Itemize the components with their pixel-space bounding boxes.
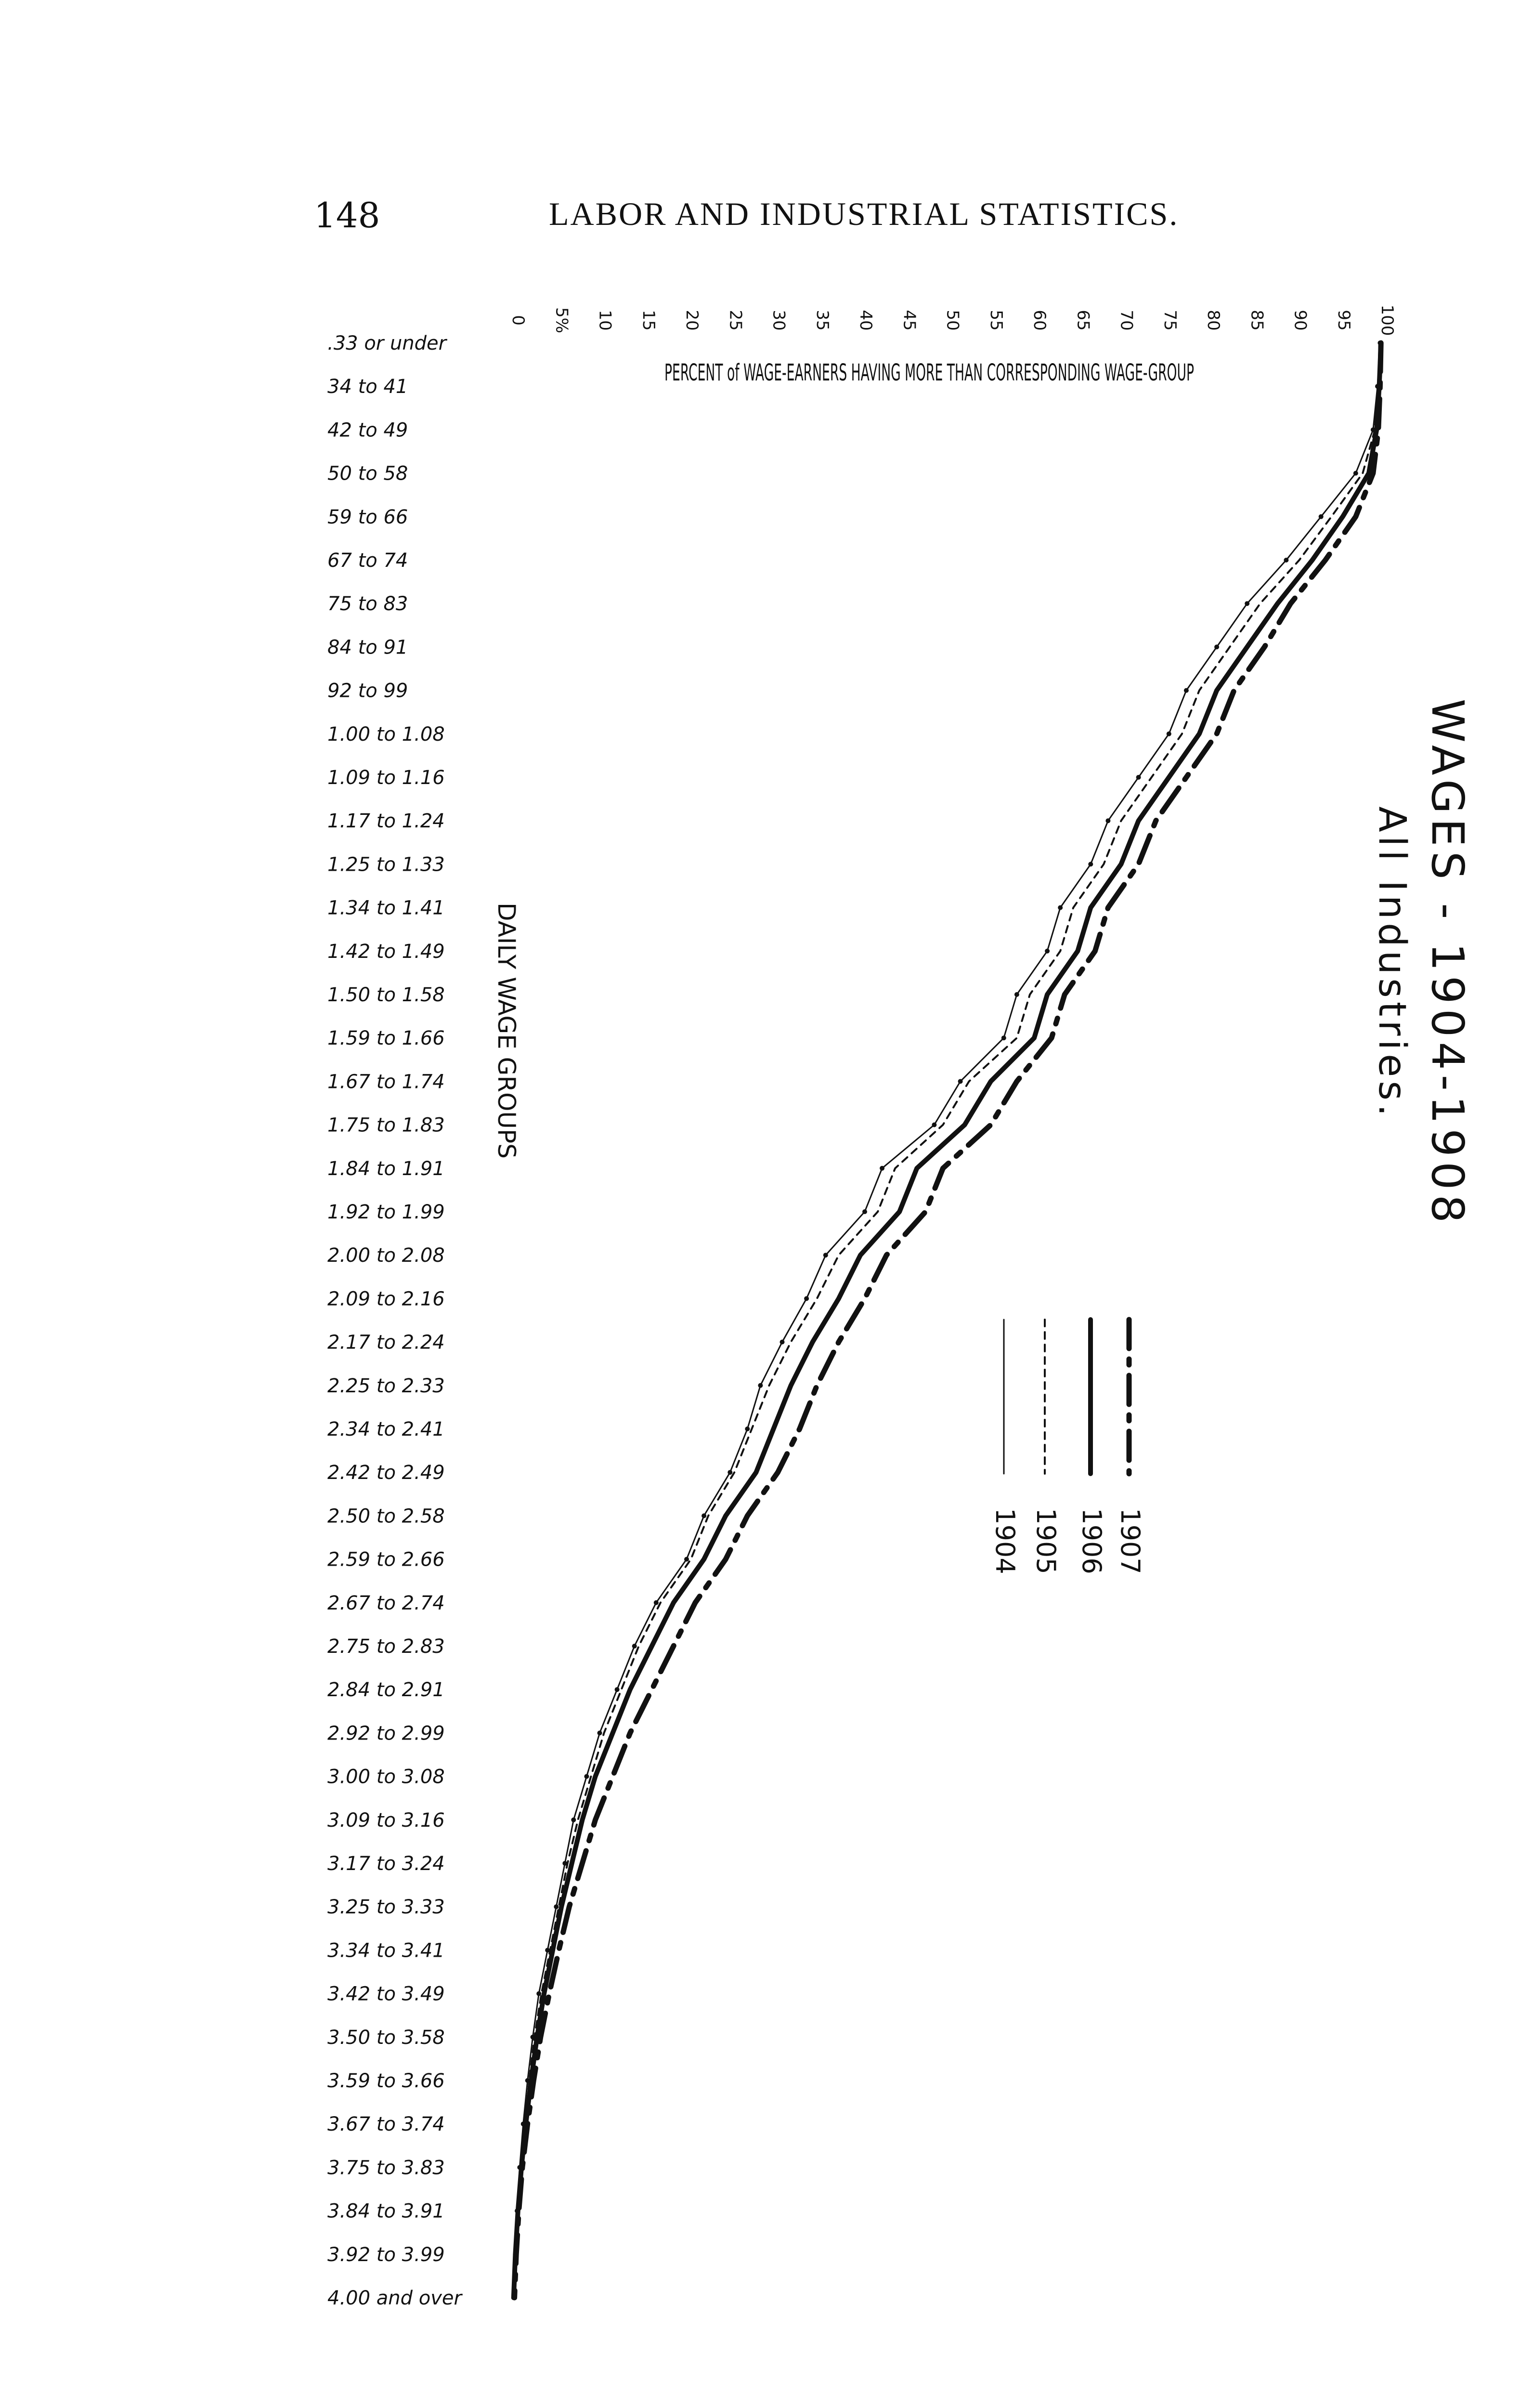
y-tick-label: 67 to 74 [327, 550, 408, 572]
series-line-1907 [515, 343, 1381, 2298]
point-1904 [536, 1991, 541, 1996]
x-tick-label: 10 [595, 310, 615, 331]
chart-title-group [1370, 699, 1473, 1228]
point-1904 [1105, 818, 1110, 823]
x-axis-label: PERCENT of WAGE-EARNERS HAVING MORE THAN CORRESPONDING WAGE-GROUP [664, 359, 1194, 386]
y-tick-label: 3.09 to 3.16 [327, 1809, 445, 1832]
x-tick-label: 20 [682, 310, 702, 331]
point-1904 [684, 1557, 689, 1562]
y-tick-label: 3.92 to 3.99 [327, 2243, 445, 2266]
point-1904 [1319, 514, 1324, 519]
point-1904 [728, 1470, 732, 1475]
y-tick-label: 2.59 to 2.66 [327, 1548, 445, 1571]
y-tick-labels [327, 332, 463, 2309]
point-1904 [1214, 644, 1219, 649]
legend [990, 1320, 1145, 1574]
series-lines [511, 340, 1383, 2300]
x-tick-label: 45 [899, 310, 919, 331]
y-tick-label: 2.50 to 2.58 [327, 1505, 445, 1528]
x-tick-label: 35 [812, 310, 832, 331]
y-tick-label: 2.09 to 2.16 [327, 1288, 445, 1310]
point-1904 [932, 1123, 936, 1127]
point-1904 [615, 1687, 620, 1692]
x-tick-label: 55 [986, 310, 1006, 331]
x-tick-label: 65 [1073, 310, 1093, 331]
y-tick-label: 1.84 to 1.91 [327, 1157, 445, 1180]
y-tick-label: 42 to 49 [327, 419, 408, 442]
point-1904 [1245, 601, 1249, 606]
point-1904 [1184, 688, 1189, 693]
y-tick-label: 84 to 91 [327, 636, 408, 659]
point-1904 [1284, 558, 1288, 563]
point-1904 [780, 1340, 785, 1345]
y-tick-label: 4.00 and over [327, 2287, 462, 2309]
y-tick-label: 3.25 to 3.33 [327, 1896, 445, 1919]
x-tick-label: 0 [508, 315, 528, 326]
point-1904 [598, 1730, 602, 1735]
x-tick-label: 90 [1290, 310, 1310, 331]
point-1904 [1045, 949, 1050, 954]
y-tick-label: 1.09 to 1.16 [327, 767, 445, 789]
point-1904 [632, 1644, 637, 1649]
y-tick-label: 1.75 to 1.83 [327, 1114, 445, 1137]
point-1904 [654, 1600, 659, 1605]
x-tick-label: 70 [1117, 310, 1136, 331]
y-tick-label: .33 or under [327, 332, 447, 354]
y-tick-label: 2.67 to 2.74 [327, 1592, 445, 1614]
x-tick-label: 80 [1204, 310, 1223, 331]
point-1904 [1136, 775, 1141, 780]
y-tick-label: 3.50 to 3.58 [327, 2026, 445, 2049]
y-tick-label: 3.17 to 3.24 [327, 1853, 445, 1875]
y-tick-label: 3.00 to 3.08 [327, 1766, 445, 1788]
y-tick-label: 2.75 to 2.83 [327, 1636, 445, 1658]
y-tick-label: 1.67 to 1.74 [327, 1071, 445, 1093]
y-tick-label: 1.50 to 1.58 [327, 984, 445, 1006]
legend-label-1905: 1905 [1031, 1508, 1061, 1574]
y-tick-label: 3.67 to 3.74 [327, 2113, 445, 2136]
y-tick-label: 2.84 to 2.91 [327, 1679, 445, 1701]
y-tick-label: 1.34 to 1.41 [327, 897, 445, 919]
point-1904 [1014, 992, 1019, 997]
point-1904 [584, 1774, 589, 1779]
running-head: LABOR AND INDUSTRIAL STATISTICS. [549, 196, 1179, 232]
y-tick-label: 1.42 to 1.49 [327, 940, 445, 963]
point-1904 [1088, 862, 1093, 866]
x-tick-label: 60 [1030, 310, 1049, 331]
point-1904 [958, 1079, 963, 1084]
x-tick-label: 100 [1377, 304, 1397, 336]
y-tick-label: 2.34 to 2.41 [327, 1418, 445, 1440]
page-number: 148 [314, 195, 380, 236]
y-tick-label: 2.17 to 2.24 [327, 1331, 445, 1354]
legend-label-1907: 1907 [1115, 1508, 1145, 1574]
point-1904 [804, 1296, 809, 1301]
point-1904 [1167, 732, 1171, 736]
point-1904 [1353, 471, 1358, 476]
x-tick-labels [508, 305, 1397, 336]
x-tick-label: 30 [769, 310, 789, 331]
y-tick-label: 2.42 to 2.49 [327, 1462, 445, 1484]
y-tick-label: 34 to 41 [327, 376, 408, 398]
point-1904 [702, 1513, 706, 1518]
x-tick-label: 15 [638, 310, 658, 331]
y-tick-label: 50 to 58 [327, 462, 408, 485]
y-tick-label: 1.00 to 1.08 [327, 723, 445, 746]
point-1904 [880, 1166, 884, 1171]
x-tick-label: 95 [1334, 310, 1353, 331]
series-line-1905 [514, 343, 1380, 2298]
y-axis-label: DAILY WAGE GROUPS [493, 903, 520, 1159]
y-tick-label: 3.75 to 3.83 [327, 2157, 445, 2179]
x-tick-label: 85 [1247, 310, 1267, 331]
y-tick-label: 92 to 99 [327, 680, 408, 702]
point-1904 [823, 1253, 828, 1257]
y-tick-label: 1.25 to 1.33 [327, 853, 445, 876]
chart-title: WAGES - 1904-1908 [1422, 698, 1473, 1228]
y-tick-label: 1.92 to 1.99 [327, 1201, 445, 1223]
point-1904 [862, 1209, 867, 1214]
series-line-1906 [514, 343, 1381, 2298]
y-tick-label: 2.25 to 2.33 [327, 1374, 445, 1397]
point-1904 [554, 1904, 559, 1909]
y-tick-label: 1.17 to 1.24 [327, 810, 445, 833]
point-1904 [571, 1818, 576, 1822]
y-tick-label: 59 to 66 [327, 506, 408, 528]
point-1904 [1001, 1035, 1006, 1040]
y-tick-label: 75 to 83 [327, 593, 408, 615]
legend-label-1906: 1906 [1077, 1508, 1107, 1574]
y-tick-label: 2.92 to 2.99 [327, 1722, 445, 1745]
x-tick-label: 75 [1160, 310, 1180, 331]
x-tick-label: 40 [856, 310, 875, 331]
legend-label-1904: 1904 [990, 1508, 1020, 1574]
y-tick-label: 1.59 to 1.66 [327, 1027, 445, 1050]
x-tick-label: 50 [943, 310, 962, 331]
x-tick-label: 5% [552, 307, 572, 333]
point-1904 [758, 1383, 763, 1388]
y-tick-label: 3.42 to 3.49 [327, 1983, 445, 2005]
y-tick-label: 3.59 to 3.66 [327, 2070, 445, 2092]
chart-subtitle: All Industries. [1370, 806, 1414, 1120]
y-tick-label: 3.34 to 3.41 [327, 1939, 445, 1962]
series-line-1904 [514, 343, 1380, 2298]
y-tick-label: 3.84 to 3.91 [327, 2200, 445, 2223]
point-1904 [745, 1426, 750, 1431]
point-1904 [1058, 905, 1063, 910]
x-tick-label: 25 [726, 310, 745, 331]
y-tick-label: 2.00 to 2.08 [327, 1244, 445, 1267]
